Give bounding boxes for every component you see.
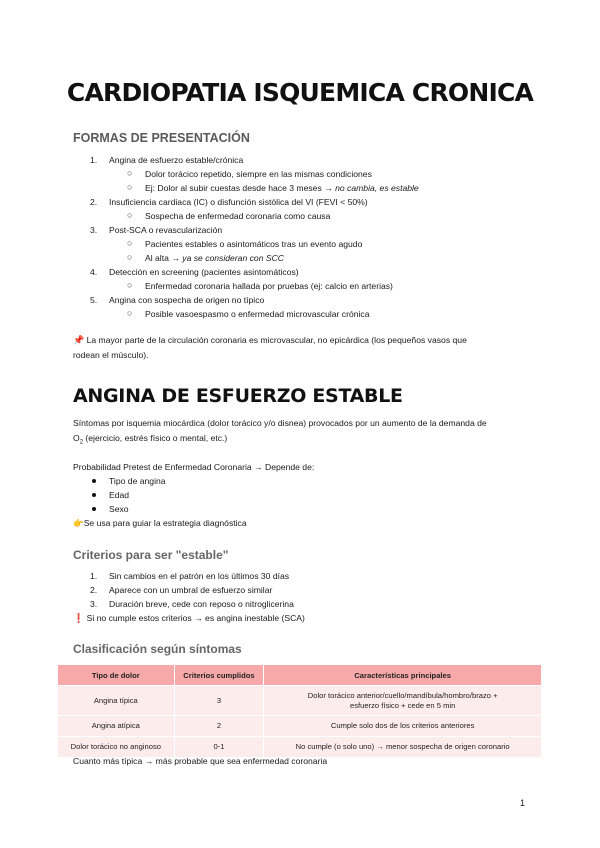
list-item: Angina de esfuerzo estable/crónica bbox=[109, 155, 244, 165]
bullet-icon bbox=[92, 479, 96, 483]
list-item: Post-SCA o revascularización bbox=[109, 225, 223, 235]
table-cell: Angina atípica bbox=[58, 716, 175, 737]
sintomas-text-continued: $O_2$ (ejercicio, estrés físico o mental, etc.) bbox=[73, 433, 228, 446]
table-cell: Cumple solo dos de los criterios anteriores bbox=[264, 716, 542, 737]
hollow-bullet-icon: ○ bbox=[127, 182, 133, 192]
column-header: Características principales bbox=[264, 665, 542, 686]
table-cell: Dolor torácico no anginoso bbox=[58, 737, 175, 758]
hollow-bullet-icon: ○ bbox=[127, 280, 133, 290]
sub-item: Enfermedad coronaria hallada por pruebas (ej: calcio en arterias) bbox=[145, 281, 393, 291]
page-title: CARDIOPATIA ISQUEMICA CRONICA bbox=[66, 78, 534, 107]
sub-item: Posible vasoespasmo o enfermedad microvascular crónica bbox=[145, 309, 370, 319]
sintomas-text: Síntomas por isquemia miocárdica (dolor torácico y/o disnea) provocados por un aumento de la demanda de bbox=[73, 418, 487, 428]
criterio-item: Duración breve, cede con reposo o nitroglicerina bbox=[109, 599, 294, 609]
table-cell: 0-1 bbox=[174, 737, 264, 758]
pretest-item: Edad bbox=[109, 490, 130, 500]
hollow-bullet-icon: ○ bbox=[127, 210, 133, 220]
sub-item: Dolor torácico repetido, siempre en las mismas condiciones bbox=[145, 169, 372, 179]
table-cell: 3 bbox=[174, 686, 264, 716]
list-number: 5. bbox=[90, 295, 98, 305]
pretest-item: Sexo bbox=[109, 504, 129, 514]
hollow-bullet-icon: ○ bbox=[127, 308, 133, 318]
criterio-item: Aparece con un umbral de esfuerzo similar bbox=[109, 585, 273, 595]
bullet-icon bbox=[92, 493, 96, 497]
hollow-bullet-icon: ○ bbox=[127, 252, 133, 262]
table-row bbox=[58, 686, 542, 716]
section-heading: ANGINA DE ESFUERZO ESTABLE bbox=[73, 385, 403, 407]
list-number: 4. bbox=[90, 267, 98, 277]
table-cell: Dolor torácico anterior/cuello/mandíbula/hombro/brazo + esfuerzo físico + cede en 5 min bbox=[264, 686, 542, 716]
list-number: 2. bbox=[90, 197, 98, 207]
table-header-row bbox=[58, 665, 542, 686]
pretest-heading: Probabilidad Pretest de Enfermedad Coronaria → Depende de: bbox=[73, 462, 315, 472]
criterios-heading: Criterios para ser "estable" bbox=[73, 548, 229, 562]
note-continued: rodean el músculo). bbox=[73, 350, 149, 360]
table-footer-note: Cuanto más típica → más probable que sea enfermedad coronaria bbox=[73, 756, 328, 766]
list-number: 3. bbox=[90, 599, 98, 609]
list-number: 2. bbox=[90, 585, 98, 595]
list-item: Angina con sospecha de origen no típico bbox=[109, 295, 265, 305]
column-header: Criterios cumplidos bbox=[174, 665, 264, 686]
formas-heading: FORMAS DE PRESENTACIÓN bbox=[73, 131, 250, 145]
page-number: 1 bbox=[520, 798, 526, 808]
pushpin-icon: 📌 bbox=[73, 335, 85, 345]
list-item: Detección en screening (pacientes asintomáticos) bbox=[109, 267, 299, 277]
table-cell: Angina típica bbox=[58, 686, 175, 716]
note: 📌 La mayor parte de la circulación coronaria es microvascular, no epicárdica (los pequeños vasos que bbox=[73, 335, 467, 345]
table-row bbox=[58, 737, 542, 758]
pretest-note: 👉Se usa para guiar la estrategia diagnóstica bbox=[73, 518, 247, 528]
table-cell: 2 bbox=[174, 716, 264, 737]
list-number: 3. bbox=[90, 225, 98, 235]
hollow-bullet-icon: ○ bbox=[127, 168, 133, 178]
criterio-item: Sin cambios en el patrón en los últimos 30 días bbox=[109, 571, 290, 581]
sub-item: Ej: Dolor al subir cuestas desde hace 3 meses → no cambia, es estable bbox=[145, 183, 419, 193]
column-header: Tipo de dolor bbox=[58, 665, 175, 686]
sub-item: Pacientes estables o asintomáticos tras un evento agudo bbox=[145, 239, 363, 249]
sub-item: Al alta → ya se consideran con SCC bbox=[145, 253, 285, 263]
list-item: Insuficiencia cardiaca (IC) o disfunción sistólica del VI (FEVI < 50%) bbox=[109, 197, 368, 207]
warning-note: ❗ Si no cumple estos criterios → es angina inestable (SCA) bbox=[73, 613, 305, 623]
exclamation-icon: ❗ bbox=[73, 613, 85, 623]
clasificacion-table bbox=[57, 664, 542, 758]
list-number: 1. bbox=[90, 155, 98, 165]
clasificacion-heading: Clasificación según síntomas bbox=[73, 642, 242, 656]
table-row bbox=[58, 716, 542, 737]
pointing-hand-icon: 👉 bbox=[73, 518, 84, 528]
pretest-item: Tipo de angina bbox=[109, 476, 166, 486]
sub-item: Sospecha de enfermedad coronaria como causa bbox=[145, 211, 331, 221]
bullet-icon bbox=[92, 507, 96, 511]
hollow-bullet-icon: ○ bbox=[127, 238, 133, 248]
table-cell: No cumple (o solo uno) → menor sospecha de origen coronario bbox=[264, 737, 542, 758]
list-number: 1. bbox=[90, 571, 98, 581]
